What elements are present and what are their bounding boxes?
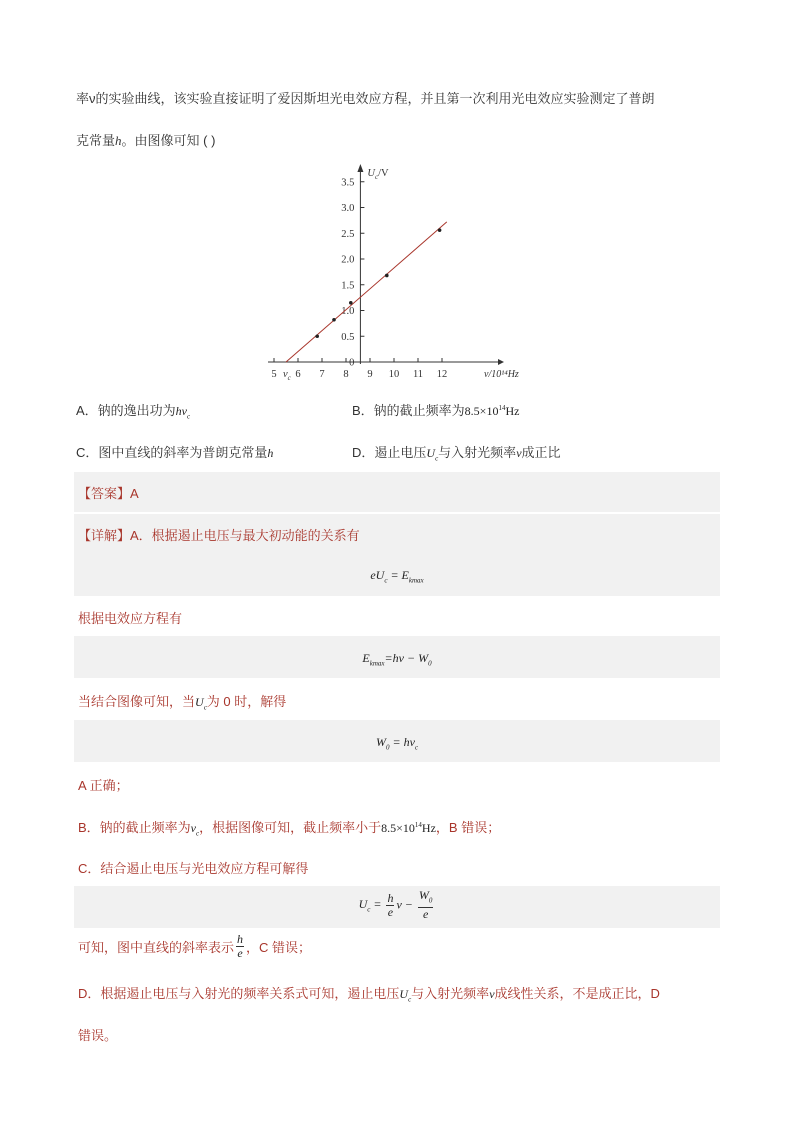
equation-2: $E_{kmax}=h\nu - W_0$ xyxy=(362,651,432,668)
y-tick-label-0: 0 xyxy=(349,357,355,369)
option-a-math: $h\nu_c$ xyxy=(175,404,191,421)
detail-line-6: C．结合遏止电压与光电效应方程可解得 xyxy=(78,861,309,876)
option-b-math: $8.5\times 10^{14}Hz$ xyxy=(464,404,520,418)
option-d-u: $U_c$ xyxy=(426,446,439,463)
x-tick-label-12: 12 xyxy=(436,369,448,380)
option-a[interactable] xyxy=(76,400,190,420)
x-tick-label-7: 7 xyxy=(319,369,325,380)
nu-c-label: $\nu_c$ xyxy=(283,369,291,382)
option-b[interactable] xyxy=(352,400,519,419)
option-a-text: A．钠的逸出功为 xyxy=(76,403,176,418)
question-line-2 xyxy=(76,130,215,149)
detail-label: 【详解】A．根据遏止电压与最大初动能的关系有 xyxy=(78,528,360,543)
x-axis-arrow xyxy=(498,359,504,365)
equation-1: $eU_c = E_{kmax}$ xyxy=(370,568,424,585)
data-point-5 xyxy=(438,228,442,232)
x-tick-label-6: 6 xyxy=(295,369,301,380)
planck-symbol: h xyxy=(115,133,122,148)
x-tick-label-11: 11 xyxy=(412,369,424,380)
x-tick-label-5: 5 xyxy=(271,369,277,380)
equation-3: $W_0 = h\nu_c$ xyxy=(375,735,419,752)
y-tick-label-2.0: 2.0 xyxy=(341,254,355,266)
question-line-1: 率ν的实验曲线，该实验直接证明了爱因斯坦光电效应方程，并且第一次利用光电效应实验测定了普朗 xyxy=(76,91,655,106)
y-tick-label-3.5: 3.5 xyxy=(341,177,355,189)
data-point-4 xyxy=(385,274,389,278)
question-blank: 。由图像可知 ( ) xyxy=(121,133,216,148)
option-d-text: D．遏止电压 xyxy=(352,445,427,460)
y-axis-arrow xyxy=(357,164,363,172)
data-point-1 xyxy=(315,334,319,338)
option-b-text: B．钠的截止频率为 xyxy=(352,403,465,418)
detail-line-8: D．根据遏止电压与入射光的频率关系式可知，遏止电压$U_c$与入射光频率ν成线性关系，不是成正比，D xyxy=(78,986,660,1004)
data-point-2 xyxy=(332,318,336,322)
detail-line-2: 根据电效应方程有 xyxy=(78,611,183,626)
x-tick-label-10: 10 xyxy=(388,369,400,380)
x-tick-label-8: 8 xyxy=(343,369,349,380)
y-tick-label-0.5: 0.5 xyxy=(341,331,355,343)
y-tick-label-1.5: 1.5 xyxy=(341,280,355,292)
x-tick-label-9: 9 xyxy=(367,369,373,380)
stopping-voltage-chart xyxy=(260,160,540,385)
option-d[interactable]: D．遏止电压$U_c$与入射光频率ν成正比 xyxy=(352,445,561,463)
y-tick-label-2.5: 2.5 xyxy=(341,228,355,240)
y-tick-label-1.0: 1.0 xyxy=(341,306,355,317)
detail-line-9: 错误。 xyxy=(78,1028,118,1043)
answer-band xyxy=(74,472,720,512)
option-c-text: C．图中直线的斜率为普朗克常量 xyxy=(76,445,268,460)
fit-line xyxy=(286,222,447,362)
question-text: 克常量 xyxy=(76,133,116,148)
y-tick-label-3.0: 3.0 xyxy=(341,203,355,214)
x-axis-label: ν/10¹⁴Hz xyxy=(484,369,519,380)
detail-line-3: 当结合图像可知，当$U_c$为 0 时，解得 xyxy=(78,694,287,712)
data-point-3 xyxy=(349,301,353,305)
option-c[interactable] xyxy=(76,442,273,461)
option-c-math: h xyxy=(267,446,274,460)
detail-line-4: A 正确； xyxy=(78,778,129,793)
detail-line-5: B．钠的截止频率为$\nu_c$，根据图像可知，截止频率小于$8.5\times 10^{14}Hz$，B 错误； xyxy=(78,820,501,838)
detail-line-7: 可知，图中直线的斜率表示 $\frac{h}{e}$ ，C 错误； xyxy=(78,932,312,960)
answer-label: 【答案】A xyxy=(78,486,139,501)
equation-4: $U_c$ = $\frac{h}{e}$ ν − $\frac{W_0}{e}$ xyxy=(358,888,433,922)
y-axis-label: $U_c/V$ xyxy=(367,168,389,181)
